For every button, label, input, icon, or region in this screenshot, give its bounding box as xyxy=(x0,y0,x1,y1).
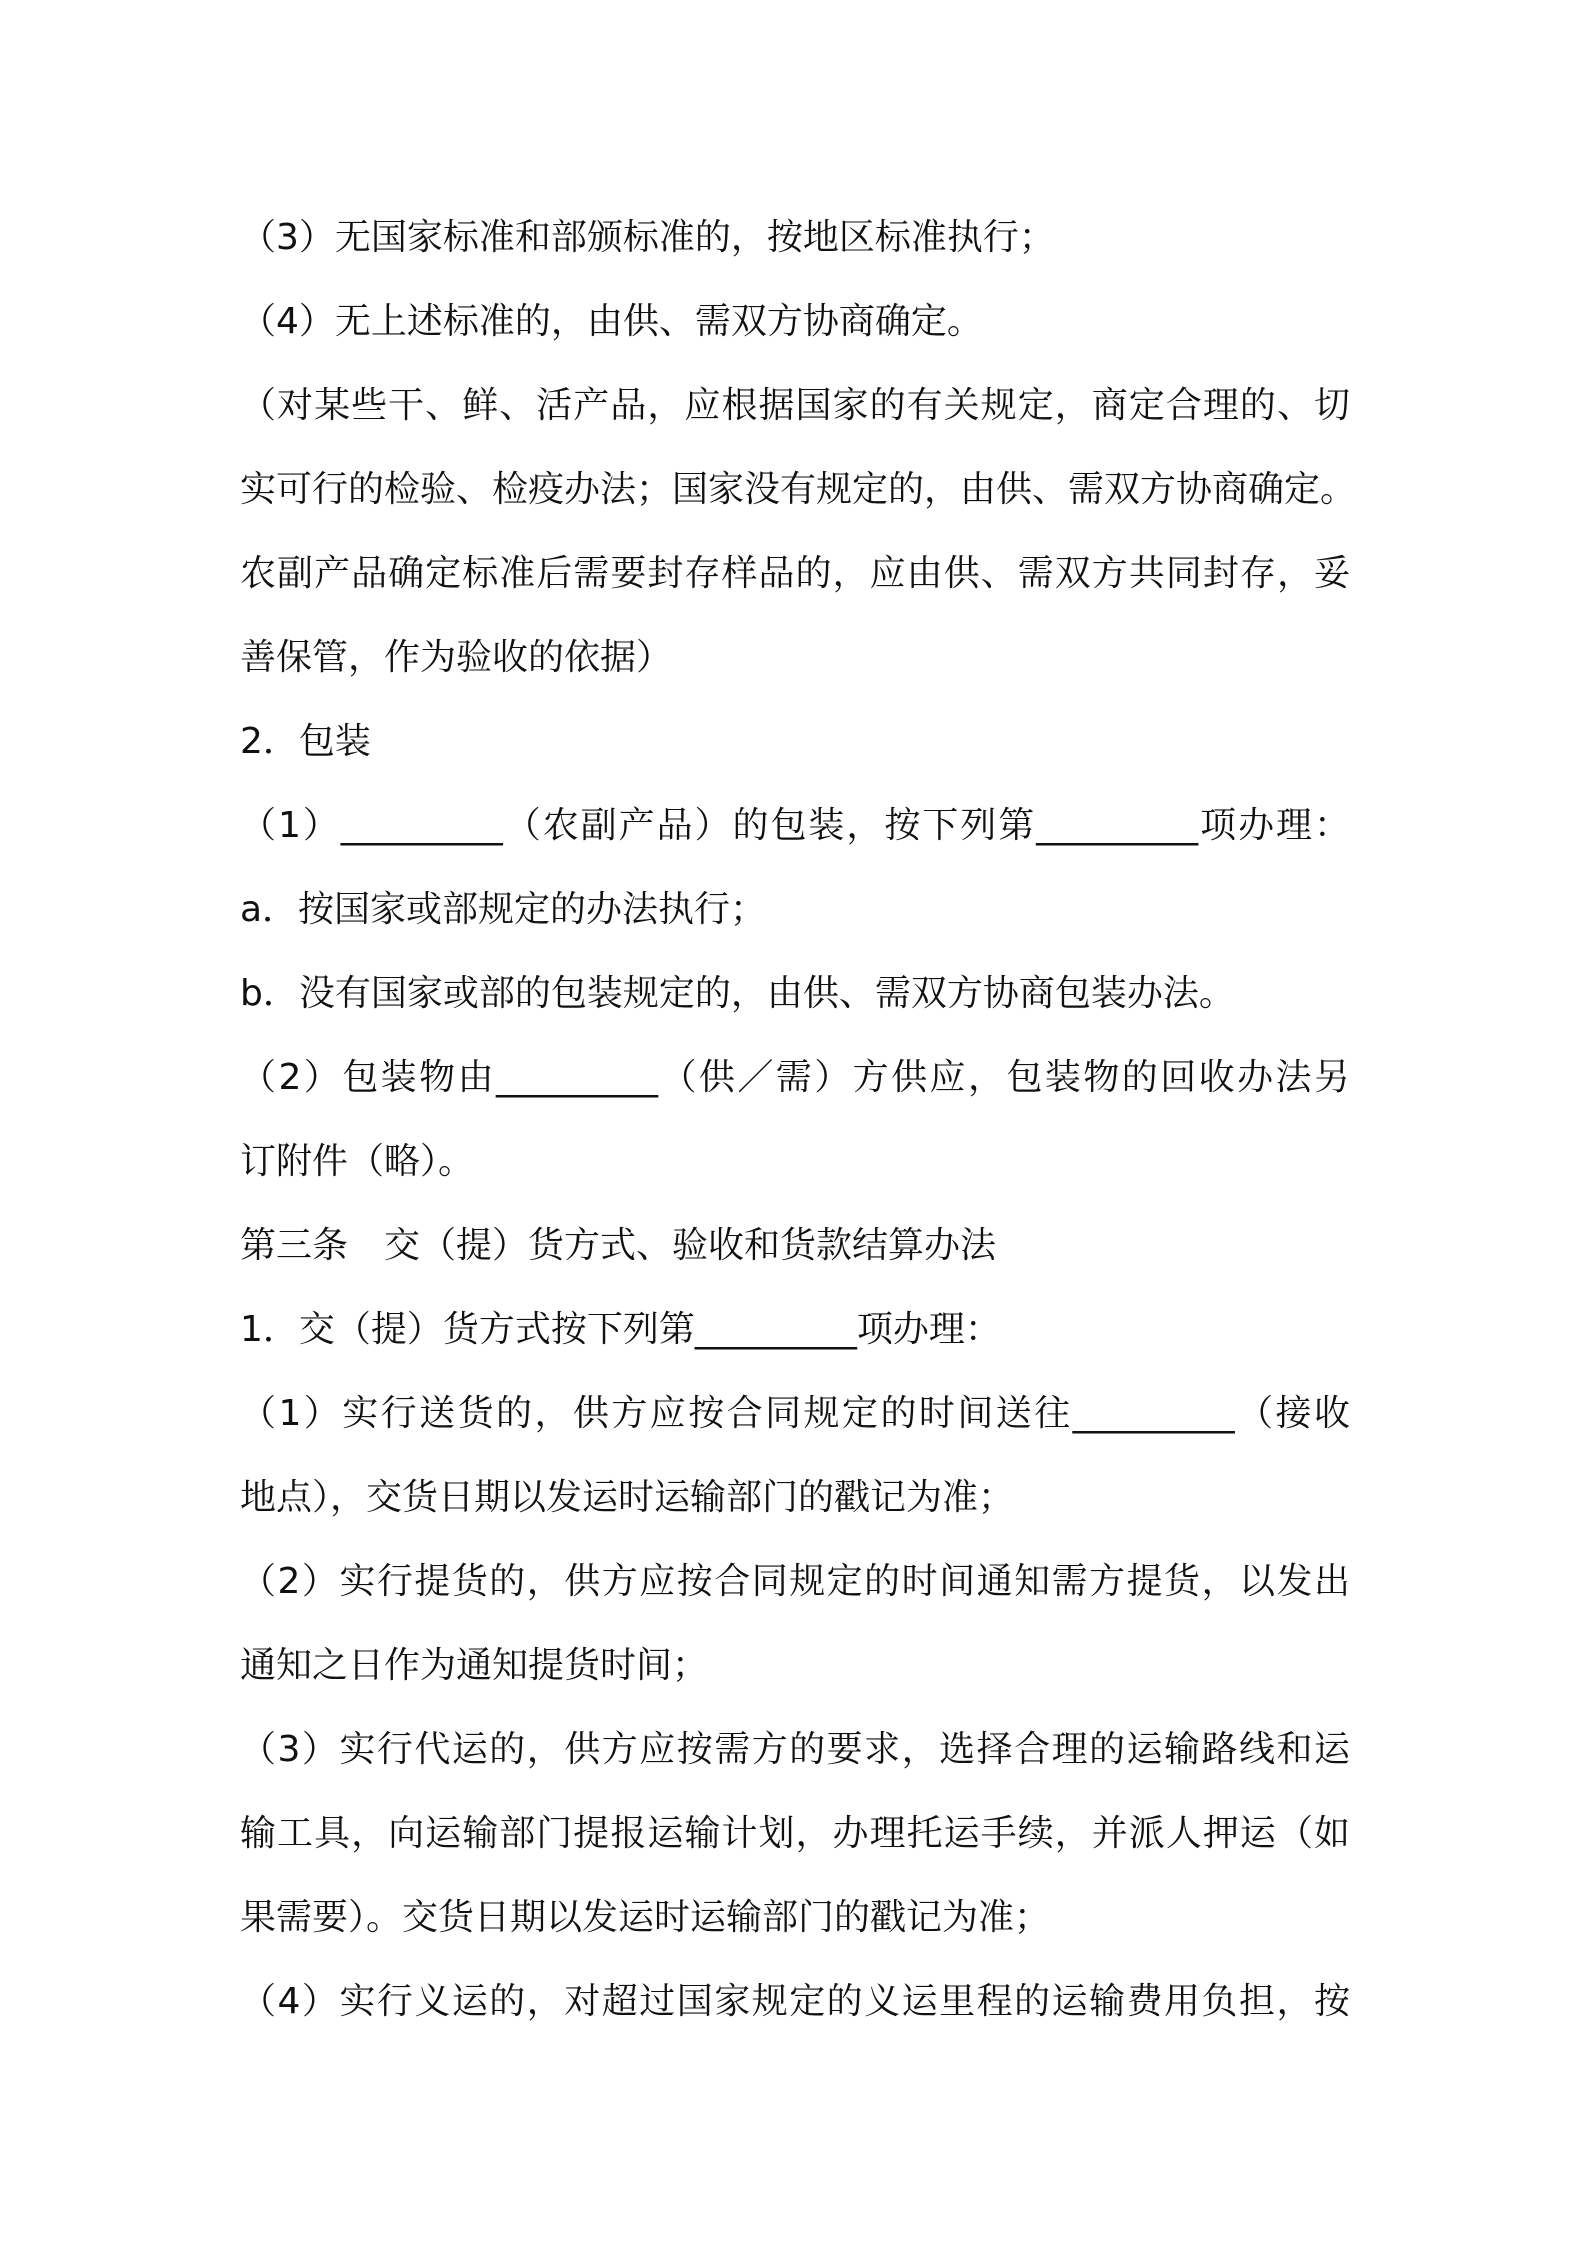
text-line xyxy=(240,1876,1350,1960)
text-line xyxy=(240,1540,1350,1624)
text-line xyxy=(240,1288,1350,1372)
text-line-content: 订附件（略）。 xyxy=(240,1141,475,1182)
text-line-content: a．按国家或部规定的办法执行； xyxy=(240,889,767,930)
text-line-content: 通知之日作为通知提货时间； xyxy=(240,1645,709,1686)
text-line-content: b．没有国家或部的包装规定的，由供、需双方协商包装办法。 xyxy=(240,973,1235,1014)
article-heading-text: 第三条 交（提）货方式、验收和货款结算办法 xyxy=(240,1225,997,1266)
section-heading xyxy=(240,700,1350,784)
text-line-content: （3）实行代运的，供方应按需方的要求，选择合理的运输路线和运 xyxy=(240,1729,1350,1770)
text-line xyxy=(240,616,1350,700)
text-line xyxy=(240,952,1350,1036)
text-line xyxy=(240,1792,1350,1876)
text-line xyxy=(240,532,1350,616)
text-line-content: （2）实行提货的，供方应按合同规定的时间通知需方提货，以发出 xyxy=(240,1561,1350,1602)
text-line-content: （2）包装物由_________（供／需）方供应，包装物的回收办法另 xyxy=(240,1057,1350,1098)
text-line-content: （4）无上述标准的，由供、需双方协商确定。 xyxy=(240,301,983,342)
text-line xyxy=(240,784,1350,868)
text-line xyxy=(240,1036,1350,1120)
text-line xyxy=(240,1624,1350,1708)
text-line-content: （对某些干、鲜、活产品，应根据国家的有关规定，商定合理的、切 xyxy=(240,385,1350,426)
section-heading-text: 2．包装 xyxy=(240,721,371,762)
text-line xyxy=(240,1120,1350,1204)
text-line xyxy=(240,280,1350,364)
text-line xyxy=(240,1372,1350,1456)
text-line xyxy=(240,364,1350,448)
text-line-content: 果需要）。交货日期以发运时运输部门的戳记为准； xyxy=(240,1897,1051,1938)
text-line xyxy=(240,868,1350,952)
text-line-content: （4）实行义运的，对超过国家规定的义运里程的运输费用负担，按 xyxy=(240,1981,1350,2022)
text-line-content: 善保管，作为验收的依据） xyxy=(240,637,673,678)
text-line xyxy=(240,196,1350,280)
text-line-content: （1）_________（农副产品）的包装，按下列第_________项办理： xyxy=(240,805,1350,846)
text-line-content: 输工具，向运输部门提报运输计划，办理托运手续，并派人押运（如 xyxy=(240,1813,1350,1854)
text-line-content: 农副产品确定标准后需要封存样品的，应由供、需双方共同封存，妥 xyxy=(240,553,1350,594)
text-line xyxy=(240,448,1357,532)
text-line-content: 1．交（提）货方式按下列第_________项办理： xyxy=(240,1309,1001,1350)
document-body xyxy=(240,196,1357,2044)
text-line xyxy=(240,1960,1350,2044)
article-heading xyxy=(240,1204,1350,1288)
text-line-content: （1）实行送货的，供方应按合同规定的时间送往_________（接收 xyxy=(240,1393,1350,1434)
text-line-content: 实可行的检验、检疫办法；国家没有规定的，由供、需双方协商确定。 xyxy=(240,469,1357,510)
text-line xyxy=(240,1708,1350,1792)
text-line-content: 地点），交货日期以发运时运输部门的戳记为准； xyxy=(240,1477,1015,1518)
text-line-content: （3）无国家标准和部颁标准的，按地区标准执行； xyxy=(240,217,1055,258)
text-line xyxy=(240,1456,1350,1540)
